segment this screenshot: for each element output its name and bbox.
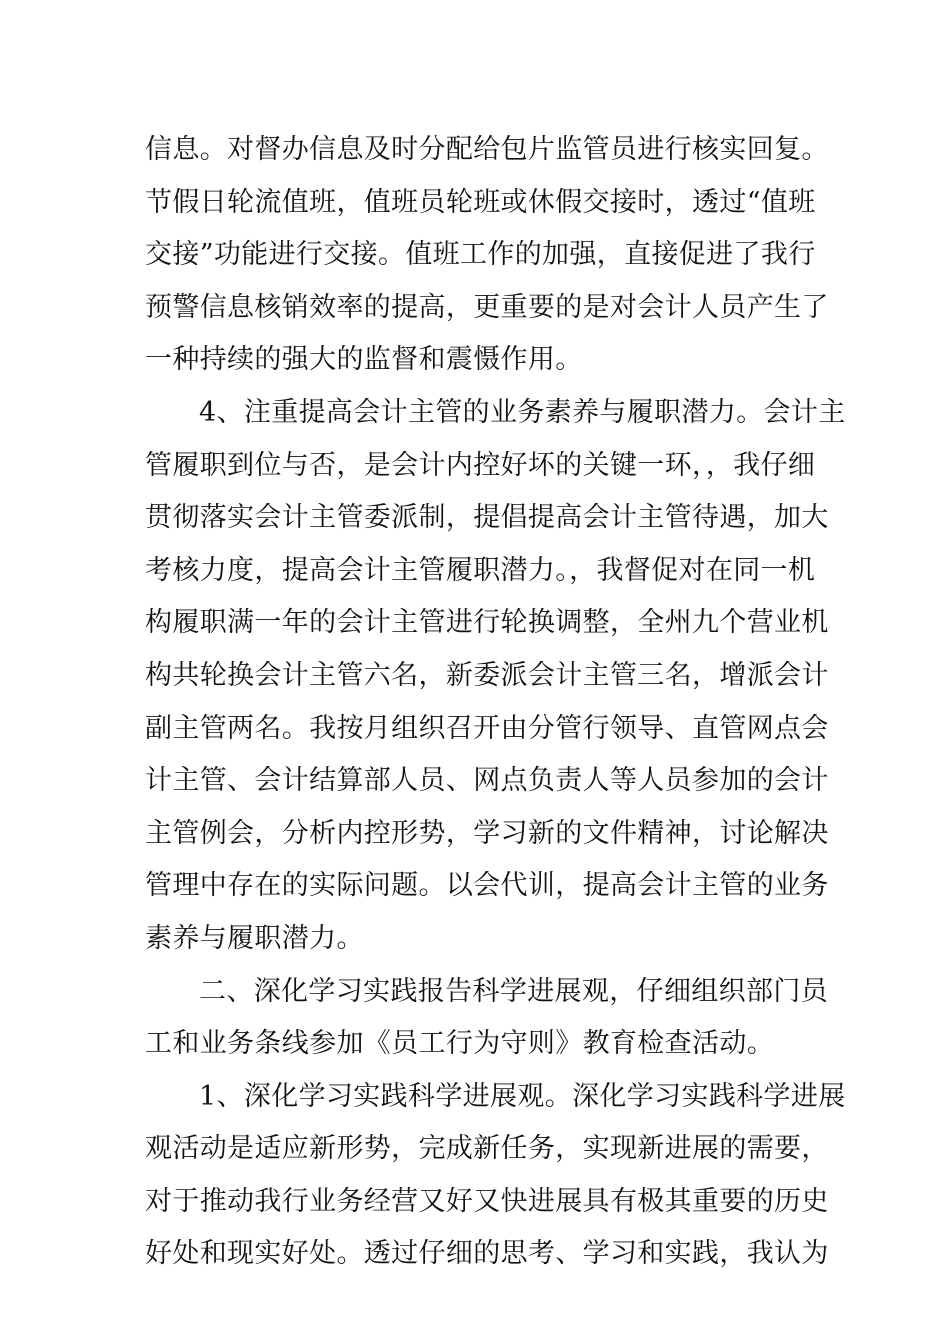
text-line: 一种持续的强大的监督和震慑作用。 <box>145 344 583 376</box>
text-line: 构履职满一年的会计主管进行轮换调整，全州九个营业机 <box>145 607 829 639</box>
text-line: 工和业务条线参加《员工行为守则》教育检查活动。 <box>145 1028 775 1060</box>
text-line: 计主管、会计结算部人员、网点负责人等人员参加的会计 <box>145 765 829 797</box>
text-line: 副主管两名。我按月组织召开由分管行领导、直管网点会 <box>145 712 829 744</box>
text-line: 构共轮换会计主管六名，新委派会计主管三名，增派会计 <box>145 659 829 691</box>
text-line: 管理中存在的实际问题。以会代训，提高会计主管的业务 <box>145 870 829 902</box>
text-line: 预警信息核销效率的提高，更重要的是对会计人员产生了 <box>145 291 829 323</box>
text-line: 二、深化学习实践报告科学进展观，仔细组织部门员 <box>199 975 829 1007</box>
text-line: 4、注重提高会计主管的业务素养与履职潜力。会计主 <box>199 396 846 428</box>
text-line: 节假日轮流值班，值班员轮班或休假交接时，透过“值班 <box>145 186 816 218</box>
text-line: 考核力度，提高会计主管履职潜力。，我督促对在同一机 <box>145 554 816 586</box>
text-line: 主管例会，分析内控形势，学习新的文件精神，讨论解决 <box>145 817 829 849</box>
text-line: 观活动是适应新形势，完成新任务，实现新进展的需要， <box>145 1133 829 1165</box>
text-line: 素养与履职潜力。 <box>145 922 364 954</box>
text-line: 交接”功能进行交接。值班工作的加强，直接促进了我行 <box>145 239 816 271</box>
text-line: 管履职到位与否，是会计内控好坏的关键一环，，我仔细 <box>145 449 816 481</box>
text-line: 1、深化学习实践科学进展观。深化学习实践科学进展 <box>199 1080 846 1112</box>
text-line: 信息。对督办信息及时分配给包片监管员进行核实回复。 <box>145 134 829 165</box>
body-text <box>145 124 846 1281</box>
text-line: 好处和现实好处。透过仔细的思考、学习和实践，我认为 <box>145 1238 829 1270</box>
text-line: 贯彻落实会计主管委派制，提倡提高会计主管待遇，加大 <box>145 502 829 534</box>
text-line: 对于推动我行业务经营又好又快进展具有极其重要的历史 <box>145 1185 829 1217</box>
